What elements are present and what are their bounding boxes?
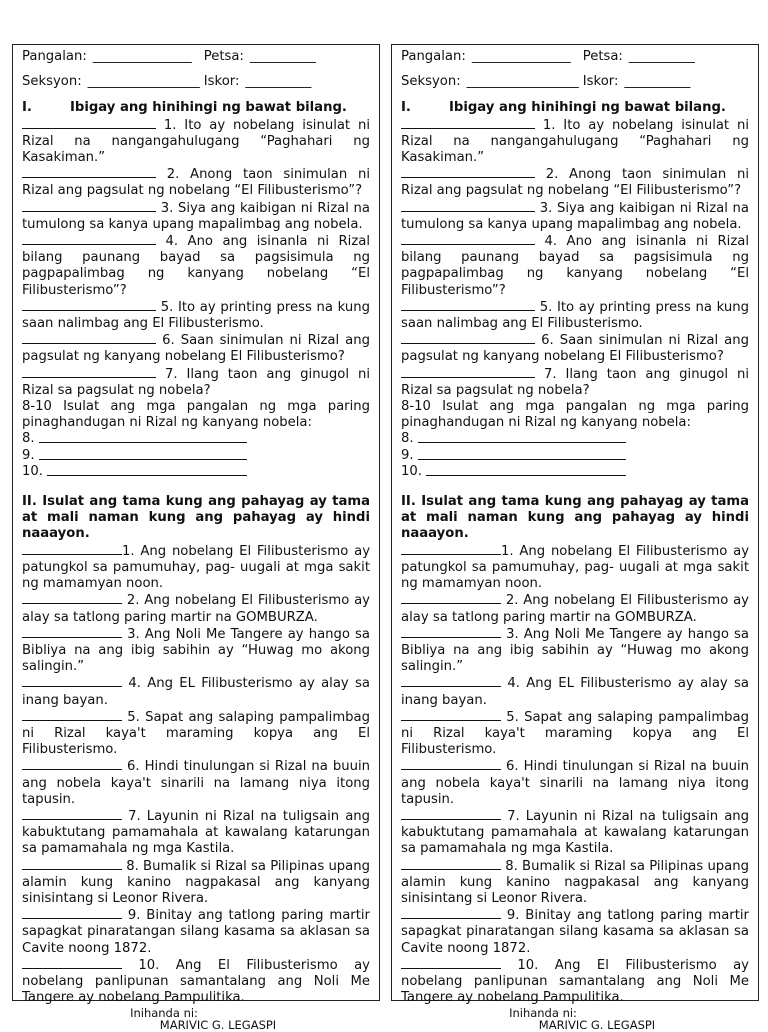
part1-list-instruction: 8-10 Isulat ang mga pangalan ng mga paring pinaghandugan ni Rizal ng kanyang nobela: xyxy=(22,399,370,431)
answer-line[interactable] xyxy=(22,709,122,721)
answer-line[interactable] xyxy=(47,464,247,476)
part2-instruction: II. Isulat ang tama kung ang pahayag ay tama at mali naman kung ang pahayag ay hindi naaayon. xyxy=(401,494,749,542)
date-label: Petsa: xyxy=(582,49,623,64)
answer-line[interactable] xyxy=(401,626,501,638)
answer-line[interactable] xyxy=(401,957,501,969)
part1-instruction: Ibigay ang hinihingi ng bawat bilang. xyxy=(449,100,726,116)
answer-line[interactable] xyxy=(401,808,501,820)
section-field[interactable]: _________________ xyxy=(87,74,200,90)
part1-list-instruction: 8-10 Isulat ang mga pangalan ng mga paring pinaghandugan ni Rizal ng kanyang nobela: xyxy=(401,399,749,431)
answer-line[interactable] xyxy=(401,543,501,555)
score-label: Iskor: xyxy=(203,74,240,90)
section-label: Seksyon: xyxy=(22,74,82,90)
part1-items xyxy=(401,117,749,480)
part2-item: 2. Ang nobelang El Filibusterismo ay alay sa tatlong paring martir na GOMBURZA. xyxy=(22,593,370,625)
answer-line[interactable] xyxy=(22,957,122,969)
part2-instruction: II. Isulat ang tama kung ang pahayag ay tama at mali naman kung ang pahayag ay hindi naaayon. xyxy=(22,494,370,542)
name-date-row xyxy=(22,49,370,65)
part2-items xyxy=(401,543,749,1007)
priest-answer-row: 9. xyxy=(401,448,749,464)
answer-line[interactable] xyxy=(22,299,156,311)
part1-item: 4. Ano ang isinanla ni Rizal bilang paunang bayad sa pagsisimula ng pagpapalimbag ng kanyang nobelang “El Filibusterismo”? xyxy=(22,234,370,298)
footer xyxy=(22,1007,370,1031)
priest-answer-row: 8. xyxy=(401,431,749,447)
answer-line[interactable] xyxy=(22,366,156,378)
name-label: Pangalan: xyxy=(401,49,466,64)
part2-item: 6. Hindi tinulungan si Rizal na buuin ang nobela kaya't sinarili na lamang niya itong tapusin. xyxy=(401,759,749,807)
answer-line[interactable] xyxy=(22,233,156,245)
part2-item: 9. Binitay ang tatlong paring martir sapagkat pinaratangan silang kasama sa aklasan sa Cavite noong 1872. xyxy=(22,908,370,956)
answer-line[interactable] xyxy=(39,448,247,460)
answer-line[interactable] xyxy=(39,431,247,443)
author-name: MARIVIC G. LEGASPI xyxy=(159,1018,277,1032)
answer-line[interactable] xyxy=(22,200,156,212)
name-date-row xyxy=(401,49,749,65)
answer-line[interactable] xyxy=(22,117,156,129)
part1-item: 2. Anong taon sinimulan ni Rizal ang pagsulat ng nobelang “El Filibusterismo”? xyxy=(401,167,749,199)
score-field[interactable]: __________ xyxy=(624,74,691,90)
score-label: Iskor: xyxy=(582,74,619,90)
part1-number: I. xyxy=(401,100,411,116)
answer-line[interactable] xyxy=(401,166,535,178)
part1-item: 1. Ito ay nobelang isinulat ni Rizal na nangangahulugang “Paghahari ng Kasakiman.” xyxy=(401,117,749,166)
part2-item: 8. Bumalik si Rizal sa Pilipinas upang alamin kung kanino nagpakasal ang kanyang sinisintang si Leonor Rivera. xyxy=(22,858,370,906)
quiz-sheet-left xyxy=(12,44,380,1032)
section-score-row xyxy=(22,74,370,90)
answer-line[interactable] xyxy=(401,592,501,604)
answer-line[interactable] xyxy=(401,117,535,129)
priest-answer-row: 9. xyxy=(22,448,370,464)
answer-line[interactable] xyxy=(401,675,501,687)
answer-line[interactable] xyxy=(22,675,122,687)
answer-line[interactable] xyxy=(401,332,535,344)
score-field[interactable]: __________ xyxy=(245,74,312,90)
part1-item: 5. Ito ay printing press na kung saan nalimbag ang El Filibusterismo. xyxy=(22,299,370,332)
name-field[interactable]: _______________ xyxy=(471,49,571,64)
part2-item: 2. Ang nobelang El Filibusterismo ay alay sa tatlong paring martir na GOMBURZA. xyxy=(401,593,749,625)
part2-item: 4. Ang EL Filibusterismo ay alay sa inang bayan. xyxy=(22,676,370,708)
answer-line[interactable] xyxy=(22,543,122,555)
answer-line[interactable] xyxy=(22,592,122,604)
answer-line[interactable] xyxy=(22,808,122,820)
priest-answer-row: 10. xyxy=(22,464,370,480)
name-field[interactable]: _______________ xyxy=(92,49,192,64)
footer xyxy=(401,1007,749,1031)
part2-item: 5. Sapat ang salaping pampalimbag ni Rizal kaya't maraming kopya ang El Filibusterismo. xyxy=(401,709,749,758)
part2-item: 8. Bumalik si Rizal sa Pilipinas upang alamin kung kanino nagpakasal ang kanyang sinisintang si Leonor Rivera. xyxy=(401,858,749,906)
part1-item: 1. Ito ay nobelang isinulat ni Rizal na nangangahulugang “Paghahari ng Kasakiman.” xyxy=(22,117,370,166)
part1-item: 3. Siya ang kaibigan ni Rizal na tumulong sa kanya upang mapalimbag ang nobela. xyxy=(22,200,370,232)
part2-items xyxy=(22,543,370,1007)
part1-item: 6. Saan sinimulan ni Rizal ang pagsulat ng kanyang nobelang El Filibusterismo? xyxy=(401,333,749,365)
prepared-by-label: Inihanda ni: xyxy=(509,1006,577,1021)
part1-heading xyxy=(401,100,749,116)
part2-item: 1. Ang nobelang El Filibusterismo ay patungkol sa pamumuhay, pag- uugali at mga sakit ng mamamyan noon. xyxy=(401,543,749,592)
answer-line[interactable] xyxy=(22,332,156,344)
part2-item: 10. Ang El Filibusterismo ay nobelang panlipunan samantalang ang Noli Me Tangere ay nobelang Pampulitika. xyxy=(401,957,749,1006)
answer-line[interactable] xyxy=(401,200,535,212)
priest-answer-row: 8. xyxy=(22,431,370,447)
answer-line[interactable] xyxy=(401,233,535,245)
answer-line[interactable] xyxy=(22,907,122,919)
prepared-by-label: Inihanda ni: xyxy=(130,1006,198,1021)
part2-item: 4. Ang EL Filibusterismo ay alay sa inang bayan. xyxy=(401,676,749,708)
part1-item: 2. Anong taon sinimulan ni Rizal ang pagsulat ng nobelang “El Filibusterismo”? xyxy=(22,167,370,199)
part1-number: I. xyxy=(22,100,32,116)
section-label: Seksyon: xyxy=(401,74,461,90)
part1-instruction: Ibigay ang hinihingi ng bawat bilang. xyxy=(70,100,347,116)
author-name: MARIVIC G. LEGASPI xyxy=(538,1018,656,1032)
part1-item: 5. Ito ay printing press na kung saan nalimbag ang El Filibusterismo. xyxy=(401,299,749,332)
answer-line[interactable] xyxy=(401,858,501,870)
part2-item: 9. Binitay ang tatlong paring martir sapagkat pinaratangan silang kasama sa aklasan sa Cavite noong 1872. xyxy=(401,908,749,956)
answer-line[interactable] xyxy=(401,709,501,721)
part2-item: 6. Hindi tinulungan si Rizal na buuin ang nobela kaya't sinarili na lamang niya itong tapusin. xyxy=(22,759,370,807)
part1-item: 7. Ilang taon ang ginugol ni Rizal sa pagsulat ng nobela? xyxy=(401,366,749,398)
part1-item: 6. Saan sinimulan ni Rizal ang pagsulat ng kanyang nobelang El Filibusterismo? xyxy=(22,333,370,365)
answer-line[interactable] xyxy=(22,626,122,638)
part1-item: 4. Ano ang isinanla ni Rizal bilang paunang bayad sa pagsisimula ng pagpapalimbag ng kanyang nobelang “El Filibusterismo”? xyxy=(401,234,749,298)
part1-heading xyxy=(22,100,370,116)
priest-answer-row: 10. xyxy=(401,464,749,480)
part2-item: 3. Ang Noli Me Tangere ay hango sa Bibliya na ang ibig sabihin ay “Huwag mo akong salingin.” xyxy=(401,626,749,675)
answer-line[interactable] xyxy=(401,299,535,311)
answer-line[interactable] xyxy=(418,431,626,443)
date-field[interactable]: __________ xyxy=(628,49,695,64)
part2-item: 1. Ang nobelang El Filibusterismo ay patungkol sa pamumuhay, pag- uugali at mga sakit ng mamamyan noon. xyxy=(22,543,370,592)
quiz-sheet-right xyxy=(391,44,759,1032)
date-label: Petsa: xyxy=(203,49,244,64)
section-score-row xyxy=(401,74,749,90)
answer-line[interactable] xyxy=(401,366,535,378)
part2-item: 3. Ang Noli Me Tangere ay hango sa Bibliya na ang ibig sabihin ay “Huwag mo akong salingin.” xyxy=(22,626,370,675)
answer-line[interactable] xyxy=(22,858,122,870)
part1-item: 7. Ilang taon ang ginugol ni Rizal sa pagsulat ng nobela? xyxy=(22,366,370,398)
answer-line[interactable] xyxy=(401,758,501,770)
part2-item: 10. Ang El Filibusterismo ay nobelang panlipunan samantalang ang Noli Me Tangere ay nobelang Pampulitika. xyxy=(22,957,370,1006)
section-field[interactable]: _________________ xyxy=(466,74,579,90)
answer-line[interactable] xyxy=(22,758,122,770)
answer-line[interactable] xyxy=(401,907,501,919)
name-label: Pangalan: xyxy=(22,49,87,64)
part1-item: 3. Siya ang kaibigan ni Rizal na tumulong sa kanya upang mapalimbag ang nobela. xyxy=(401,200,749,232)
part2-item: 5. Sapat ang salaping pampalimbag ni Rizal kaya't maraming kopya ang El Filibusterismo. xyxy=(22,709,370,758)
answer-line[interactable] xyxy=(418,448,626,460)
part2-item: 7. Layunin ni Rizal na tuligsain ang kabuktutang pamamahala at kawalang katarungan sa pamamahala ng mga Kastila. xyxy=(401,808,749,857)
part2-item: 7. Layunin ni Rizal na tuligsain ang kabuktutang pamamahala at kawalang katarungan sa pamamahala ng mga Kastila. xyxy=(22,808,370,857)
date-field[interactable]: __________ xyxy=(249,49,316,64)
answer-line[interactable] xyxy=(22,166,156,178)
answer-line[interactable] xyxy=(426,464,626,476)
part1-items xyxy=(22,117,370,480)
